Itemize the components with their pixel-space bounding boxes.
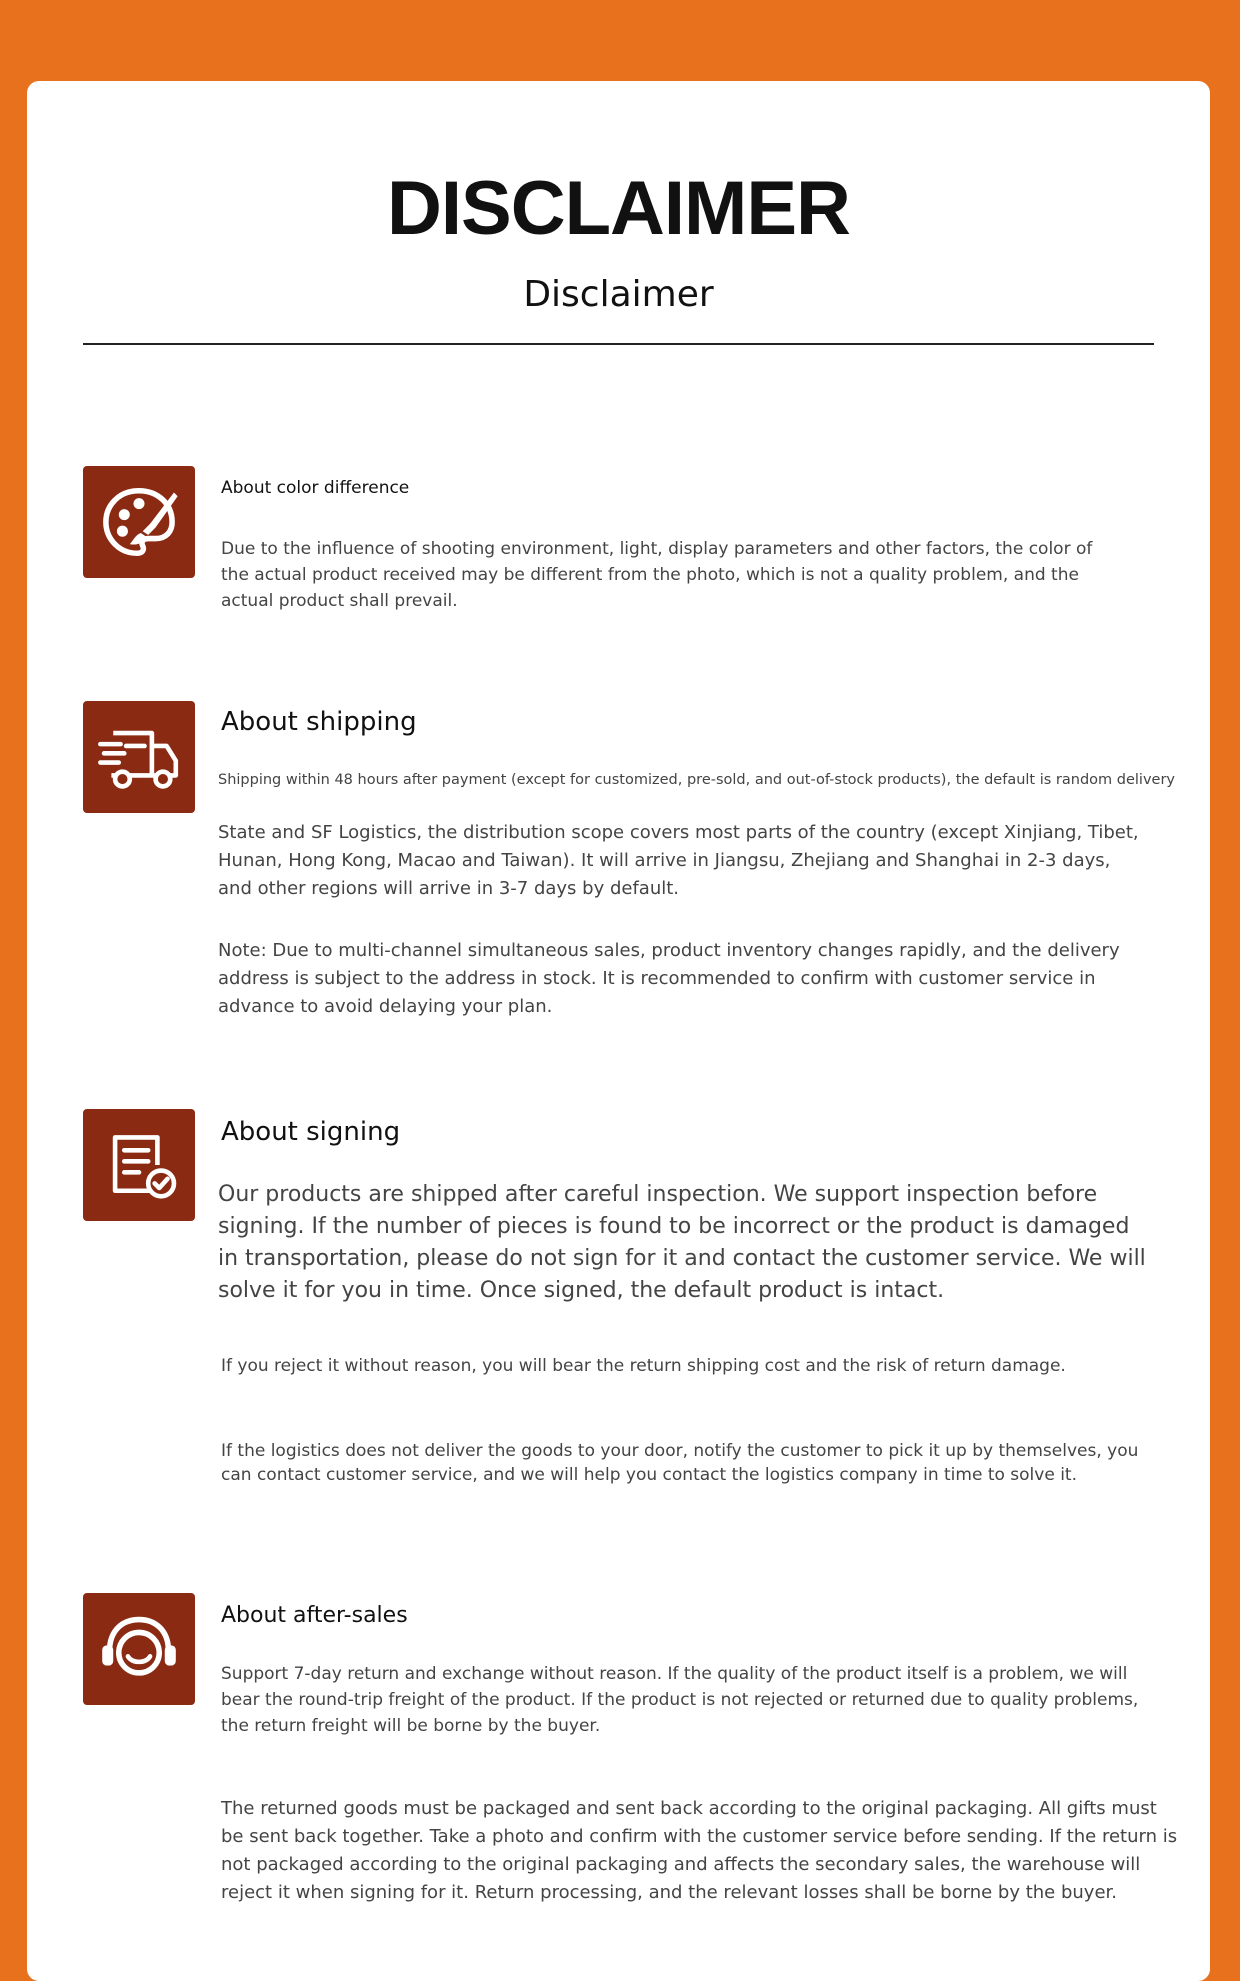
- section-title-signing: About signing: [221, 1117, 401, 1147]
- shipping-icon-box: [83, 701, 195, 813]
- page-title: DISCLAIMER: [387, 166, 850, 251]
- paragraph-signing-reject: If you reject it without reason, you will bear the return shipping cost and the risk of return damage.: [221, 1356, 1066, 1376]
- color-difference-icon-box: [83, 466, 195, 578]
- section-title-after-sales: About after-sales: [221, 1603, 408, 1628]
- paragraph-shipping-note: Note: Due to multi-channel simultaneous sales, product inventory changes rapidly, and the delivery address is subject to the address in stock. It is recommended to confirm with customer service in advance to avoid delaying your plan.: [218, 940, 1120, 1017]
- paragraph-signing-logistics: If the logistics does not deliver the goods to your door, notify the customer to pick it up by themselves, you can contact customer service, and we will help you contact the logistics company in time to solve it.: [221, 1441, 1139, 1485]
- paragraph-color-difference: Due to the influence of shooting environment, light, display parameters and other factors, the color of the actual product received may be different from the photo, which is not a quality problem, and the actual product shall prevail.: [221, 539, 1093, 611]
- palette-icon: [93, 476, 185, 568]
- customer-service-headset-icon: [93, 1603, 185, 1695]
- after-sales-icon-box: [83, 1593, 195, 1705]
- page-subtitle: Disclaimer: [523, 274, 714, 315]
- section-title-color-difference: About color difference: [221, 478, 410, 498]
- paragraph-shipping-scope: State and SF Logistics, the distribution scope covers most parts of the country (except Xinjiang, Tibet, Hunan, Hong Kong, Macao and Taiwan). It will arrive in Jiangsu, Zhejiang and Shanghai in 2-3 days, and other regions will arrive in 3-7 days by default.: [218, 822, 1139, 899]
- section-title-shipping: About shipping: [221, 707, 417, 737]
- signed-document-icon: [93, 1119, 185, 1211]
- paragraph-after-sales-packaging: The returned goods must be packaged and sent back according to the original packaging. All gifts must be sent back together. Take a photo and confirm with the customer service before sending. If the return is not packaged according to the original packaging and affects the secondary sales, the warehouse will reject it when signing for it. Return processing, and the relevant losses shall be borne by the buyer.: [221, 1798, 1178, 1903]
- paragraph-shipping-time: Shipping within 48 hours after payment (except for customized, pre-sold, and out-of-stock products), the default is random delivery: [218, 772, 1175, 788]
- paragraph-signing-inspection: Our products are shipped after careful inspection. We support inspection before signing. If the number of pieces is found to be incorrect or the product is damaged in transportation, please do not sign for it and contact the customer service. We will solve it for you in time. Once signed, the default product is intact.: [218, 1182, 1146, 1303]
- disclaimer-card: [27, 81, 1210, 1981]
- signing-icon-box: [83, 1109, 195, 1221]
- paragraph-after-sales-return: Support 7-day return and exchange without reason. If the quality of the product itself is a problem, we will bear the round-trip freight of the product. If the product is not rejected or returned due to quality problems, the return freight will be borne by the buyer.: [221, 1664, 1139, 1736]
- delivery-truck-icon: [93, 711, 185, 803]
- title-divider: [83, 343, 1154, 345]
